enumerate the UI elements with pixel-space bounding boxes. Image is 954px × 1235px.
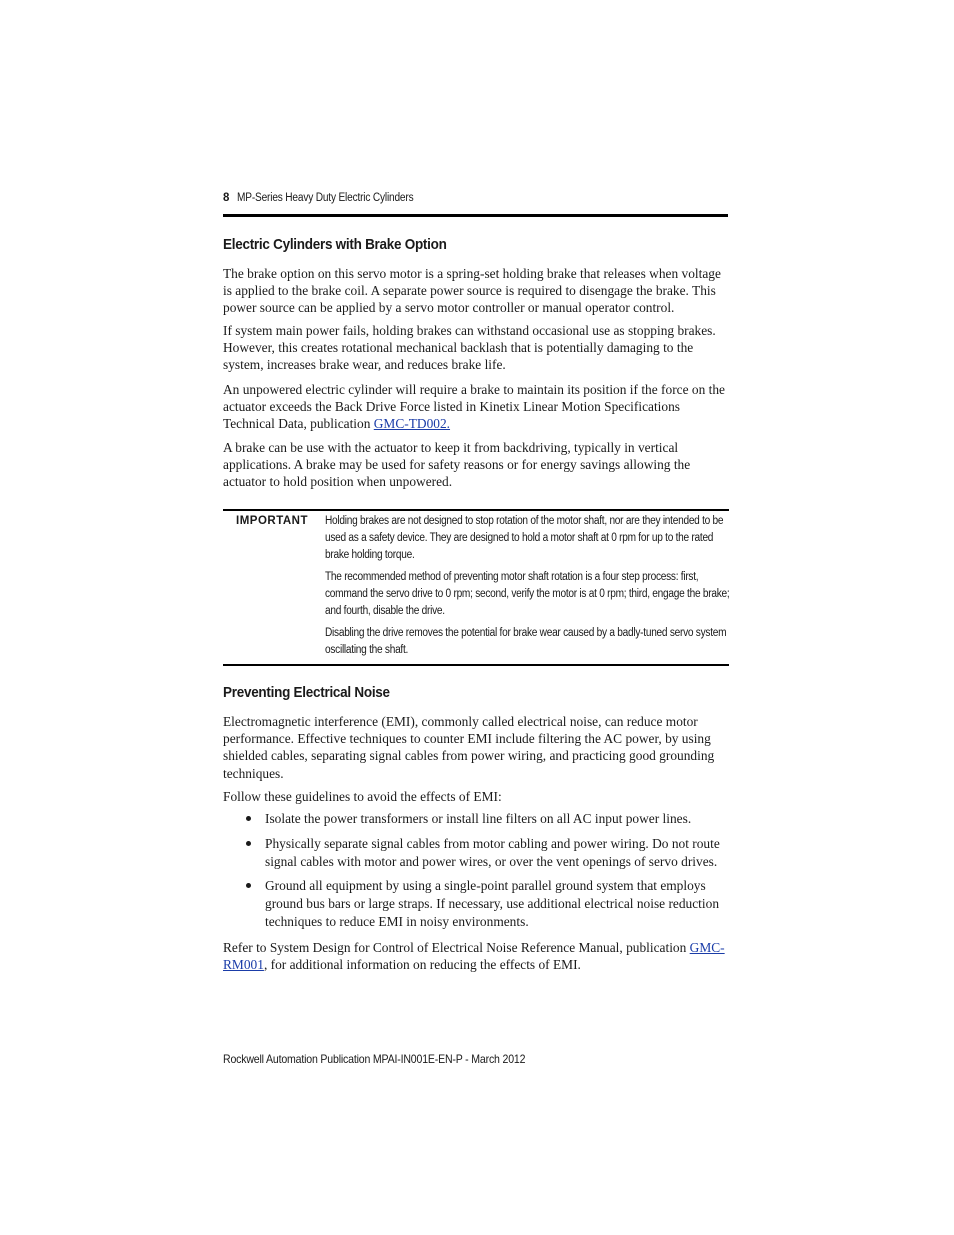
gmc-td002-link[interactable]: GMC-TD002. (373, 416, 451, 432)
page-number: 8 (223, 192, 230, 204)
bullet-icon (246, 841, 251, 846)
paragraph: A brake can be use with the actuator to keep it from backdriving, typically in vertical applications. A brake may be used for safety reasons or for energy savings allowing the actuator to hold position when unpowered. (223, 440, 691, 490)
gmc-rm001-link[interactable]: GMC-RM001 (223, 940, 725, 973)
list-item-text: Isolate the power transformers or install line filters on all AC input power lines. (265, 811, 692, 826)
list-item (223, 877, 729, 930)
list-item-text: Ground all equipment by using a single-point parallel ground system that employs ground bus bars or large straps. If necessary, use additional electrical noise reduction techniques to reduce EMI in noisy environments. (265, 878, 720, 929)
paragraph (223, 939, 729, 973)
paragraph-text: Refer to System Design for Control of Electrical Noise Reference Manual, publication (223, 940, 690, 955)
header-rule (223, 214, 728, 217)
important-box (223, 509, 729, 666)
paragraph-text: An unpowered electric cylinder will require a brake to maintain its position if the force on the actuator exceeds the Back Drive Force listed in Kinetix Linear Motion Specifications Technical Data, publication (223, 382, 725, 432)
header-title: MP-Series Heavy Duty Electric Cylinders (237, 192, 414, 204)
guideline-list (223, 810, 729, 938)
list-item (223, 810, 729, 828)
important-text: Holding brakes are not designed to stop rotation of the motor shaft, nor are they intended to be used as a safety device. They are designed to hold a motor shaft at 0 rpm for up to the rated brake holding torque. (325, 515, 724, 561)
list-item (223, 835, 729, 871)
paragraph: Electromagnetic interference (EMI), commonly called electrical noise, can reduce motor performance. Effective techniques to counter EMI include filtering the AC power, by using shielded cables, separating signal cables from power wiring, and practicing good grounding techniques. (223, 714, 715, 781)
important-label: IMPORTANT (236, 515, 309, 527)
paragraph: The brake option on this servo motor is a spring-set holding brake that releases when voltage is applied to the brake coil. A separate power source is required to disengage the brake. This power source can be applied by a servo motor controller or manual operator control. (223, 266, 721, 316)
bullet-icon (246, 816, 251, 821)
section-heading-brake: Electric Cylinders with Brake Option (223, 236, 447, 253)
paragraph: Follow these guidelines to avoid the effects of EMI: (223, 789, 502, 804)
page-footer: Rockwell Automation Publication MPAI-IN001E-EN-P - March 2012 (223, 1052, 526, 1066)
important-text: The recommended method of preventing motor shaft rotation is a four step process: first, command the servo drive to 0 rpm; second, verify the motor is at 0 rpm; third, engage the brake; and fourth, disable the drive. (325, 571, 730, 617)
important-text: Disabling the drive removes the potential for brake wear caused by a badly-tuned servo system oscillating the shaft. (325, 627, 727, 656)
bullet-icon (246, 883, 251, 888)
list-item-text: Physically separate signal cables from motor cabling and power wiring. Do not route signal cables with motor and power wires, or over the vent openings of servo drives. (265, 835, 720, 869)
paragraph-text: , for additional information on reducing the effects of EMI. (263, 957, 581, 973)
running-header (223, 192, 438, 204)
paragraph (223, 381, 729, 433)
paragraph: If system main power fails, holding brakes can withstand occasional use as stopping brakes. However, this creates rotational mechanical backlash that is potentially damaging to the system, increases brake wear, and reduces brake life. (223, 323, 716, 373)
section-heading-noise: Preventing Electrical Noise (223, 684, 390, 701)
